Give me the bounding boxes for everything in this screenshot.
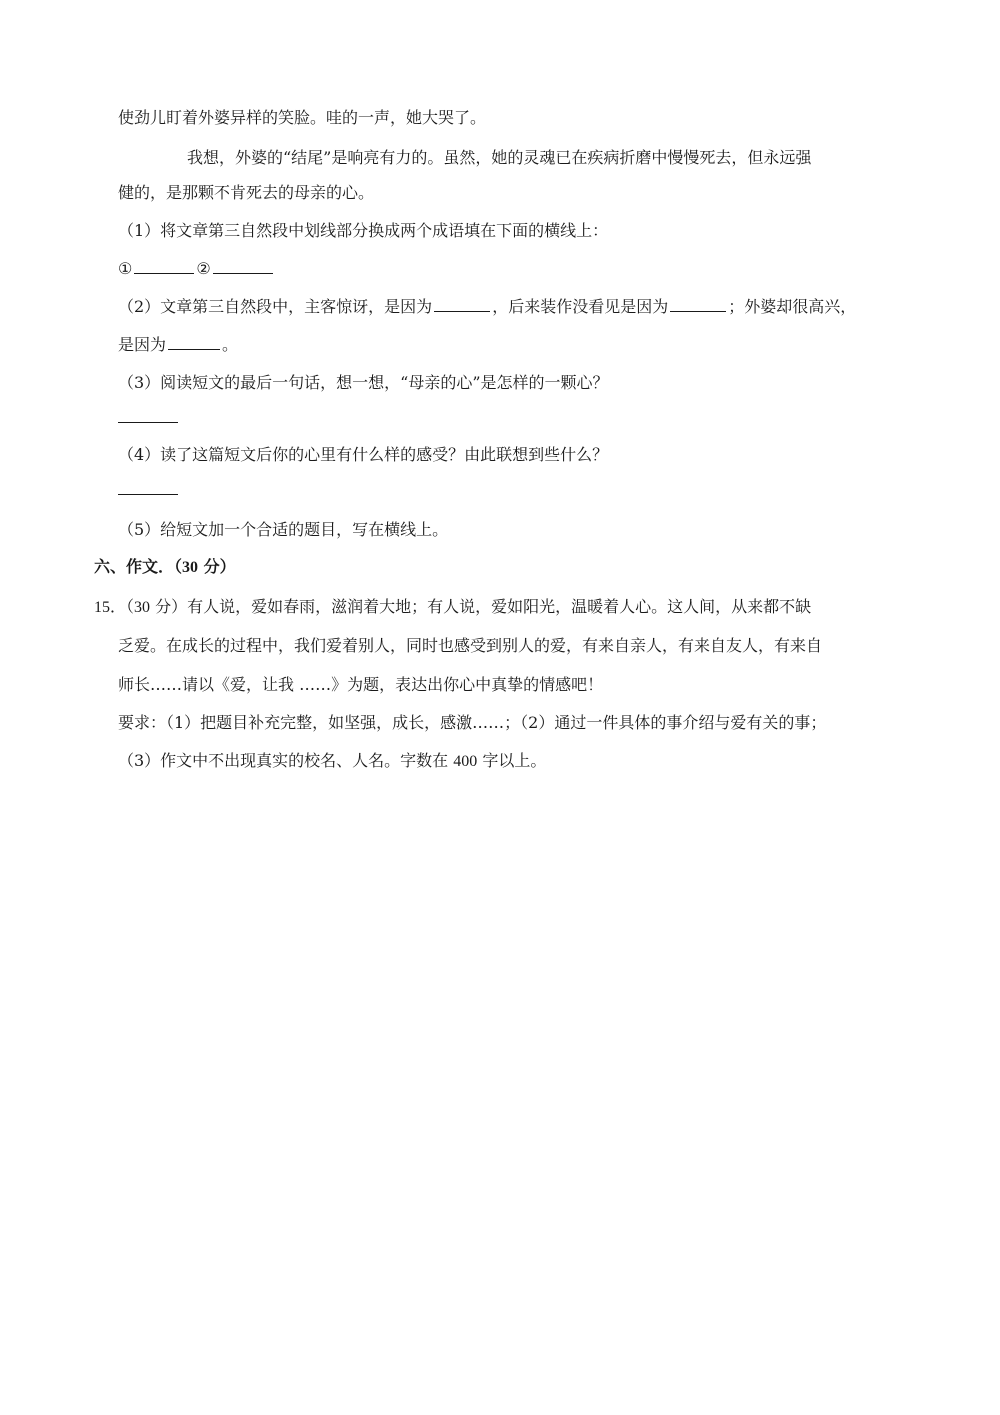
question-15-score-open: （ (126, 597, 135, 616)
question-15-line-1 (94, 597, 811, 618)
question-15-requirements-1: 要求：（1）把题目补充完整，如坚强，成长，感激……；（2）通过一件具体的事介绍与爱有关的事； (118, 713, 827, 732)
question-4-answer-line (118, 480, 178, 500)
question-15-score: 30 (134, 599, 151, 616)
requirements-text-a: （3）作文中不出现真实的校名、人名。字数在 (118, 751, 454, 770)
question-5: （5）给短文加一个合适的题目，写在横线上。 (118, 520, 449, 539)
question-15-line-2: 乏爱。在成长的过程中，我们爱着别人，同时也感受到别人的爱，有来自亲人，有来自友人，有来自 (118, 636, 823, 655)
section-6-heading-text: 六、作文．（ (94, 557, 183, 576)
question-2-text-b: ，后来装作没看见是因为 (492, 297, 669, 316)
answer-blank-q2-c[interactable] (168, 335, 220, 350)
question-2-line-1 (118, 297, 856, 317)
question-2-line-2 (118, 335, 238, 355)
question-15-line-1-text: 分）有人说，爱如春雨，滋润着大地；有人说，爱如阳光，温暖着人心。这人间，从来都不缺 (150, 597, 812, 616)
answer-blank-q3[interactable] (118, 408, 178, 423)
answer-blank-1[interactable] (134, 259, 194, 274)
question-15-line-3: 师长……请以《爱，让我 ……》为题，表达出你心中真挚的情感吧！ (118, 675, 604, 694)
requirements-word-count: 400 (453, 753, 478, 770)
question-2-text-e: 。 (222, 335, 239, 354)
question-1-answer-line (118, 259, 275, 279)
passage-line-1: 使劲儿盯着外婆异样的笑脸。哇的一声，她大哭了。 (118, 108, 487, 127)
question-2-text-a: （2）文章第三自然段中，主客惊讶，是因为 (118, 297, 433, 316)
answer-blank-2[interactable] (213, 259, 273, 274)
section-6-heading-score: 30 (182, 559, 199, 576)
question-15-requirements-2 (118, 751, 546, 772)
answer-blank-q2-a[interactable] (434, 297, 490, 312)
question-2-text-c: ；外婆却很高兴， (728, 297, 857, 316)
section-6-heading-suffix: 分） (198, 557, 236, 576)
passage-line-3: 健的，是那颗不肯死去的母亲的心。 (118, 183, 375, 202)
question-15-number: 15． (94, 599, 127, 616)
question-1: （1）将文章第三自然段中划线部分换成两个成语填在下面的横线上： (118, 221, 609, 240)
question-2-text-d: 是因为 (118, 335, 167, 354)
question-3-answer-line (118, 408, 178, 428)
question-3: （3）阅读短文的最后一句话，想一想，“母亲的心”是怎样的一颗心？ (118, 373, 609, 392)
section-6-heading (94, 557, 236, 578)
question-4: （4）读了这篇短文后你的心里有什么样的感受？由此联想到些什么？ (118, 445, 609, 464)
circled-one: ① (118, 259, 133, 278)
answer-blank-q4[interactable] (118, 480, 178, 495)
circled-two: ② (196, 259, 211, 278)
passage-line-2: 我想，外婆的“结尾”是响亮有力的。虽然，她的灵魂已在疾病折磨中慢慢死去，但永远强 (187, 148, 812, 167)
requirements-text-b: 字以上。 (477, 751, 547, 770)
answer-blank-q2-b[interactable] (670, 297, 726, 312)
